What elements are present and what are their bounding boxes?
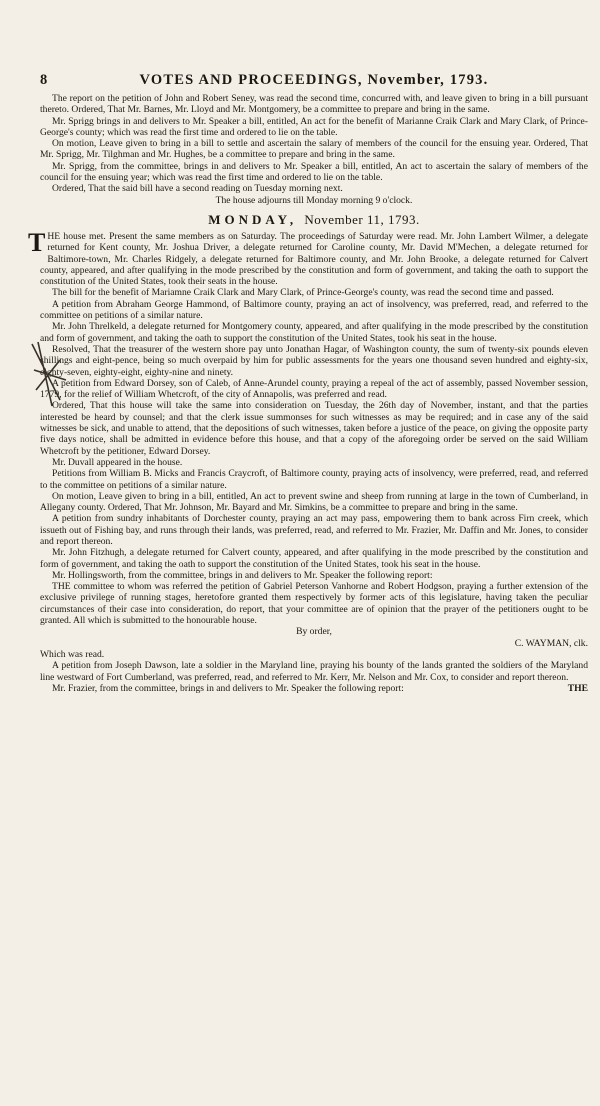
paragraph: A petition from Edward Dorsey, son of Caleb, of Anne-Arundel county, praying a repeal of the act of assembly, passed November session, 1779, for the relief of William Whetcroft, of the city of Annapolis, was preferred and read. — [40, 377, 588, 401]
paragraph: The bill for the benefit of Mariamne Craik Clark and Mary Clark, of Prince-George's county, was read the second time and passed. — [52, 287, 554, 299]
by-order-line: By order, — [296, 626, 332, 638]
running-head — [40, 72, 588, 89]
paragraph: A petition from sundry inhabitants of Dorchester county, praying an act may pass, empowering them to bank across Firn creek, which issueth out of Fishing bay, and runs through their lands, was preferred, read, and referred to Mr. Frazier, Mr. Daffin and Mr. Jones, to consider and report thereon. — [40, 513, 588, 547]
paragraph: The report on the petition of John and Robert Seney, was read the second time, concurred with, and leave given to bring in a bill pursuant thereto. Ordered, That Mr. Barnes, Mr. Lloyd and Mr. Montgomery, be a committee to prepare and bring in the same. — [40, 93, 588, 116]
clerk-signature: C. WAYMAN, clk. — [514, 637, 588, 649]
paragraph: Mr. Duvall appeared in the house. — [52, 456, 183, 468]
opening-text: HE house met. Present the same members as on Saturday. The proceedings of Saturday were read. Mr. John Lambert Wilmer, a delegate returned for Kent county, Mr. Joshua Driver, a delegate returned for Caroline county, Mr. David M'Mechen, a delegate returned for Baltimore-town, Mr. Charles Ridgely, a delegate returned for Baltimore county, and Mr. John Brooke, a delegate returned for Calvert county, appeared, and after qualifying in the mode prescribed by the constitution and form of government, and taking the oath to support the constitution of the United States, took their seats in the house. — [40, 230, 588, 288]
paragraph: On motion, Leave given to bring in a bill to settle and ascertain the salary of members of the council for the ensuing year. Ordered, That Mr. Sprigg, Mr. Tilghman and Mr. Hughes, be a committee to prepare and bring in the same. — [40, 138, 588, 161]
paragraph: Petitions from William B. Micks and Francis Craycroft, of Baltimore county, praying acts of insolvency, were preferred, read, and referred to the committee on petitions of a similar nature. — [40, 468, 588, 491]
day-date: November 11, 1793. — [304, 211, 420, 227]
body-text — [28, 93, 588, 695]
catchword: THE — [567, 683, 588, 695]
running-title: VOTES AND PROCEEDINGS, November, 1793. — [139, 72, 489, 88]
paragraph: Mr. John Threlkeld, a delegate returned for Montgomery county, appeared, and after qualifying in the mode prescribed by the constitution and form of government, and taking the oath to support the constitution of the United States, took his seat in the house. — [40, 321, 588, 344]
drop-cap: T — [28, 227, 46, 257]
committee-report: THE committee to whom was referred the petition of Gabriel Peterson Vanhorne and Robert Hodgson, praying a further extension of the exclusive privilege of running stages, heretofore granted them respectively by former acts of this legislature, having taken the peculiar circumstances of their case into consideration, do report, that your committee are of opinion that the prayer of the petitioners ought to be granted. All which is submitted to the honourable house. — [40, 581, 588, 627]
paragraph: Mr. John Fitzhugh, a delegate returned for Calvert county, appeared, and after qualifying in the mode prescribed by the constitution and form of government, and taking the oath to support the constitution of the United States, took his seat in the house. — [40, 547, 588, 570]
paragraph: Ordered, That this house will take the same into consideration on Tuesday, the 26th day of November, instant, and that the parties interested be heard by counsel; and that the clerk issue summonses for such witnesses as may be required; and in case any of the said witnesses be sick, and unable to attend, that the depositions of such witnesses, taken before a justice of the peace, on giving the opposite party five days notice, shall be admitted in evidence before this house, and that a copy of the aforegoing order be served on the said William Whetcroft by the petitioner, Edward Dorsey. — [40, 400, 588, 457]
paragraph: Ordered, That the said bill have a second reading on Tuesday morning next. — [52, 183, 343, 195]
paragraph: Mr. Hollingsworth, from the committee, brings in and delivers to Mr. Speaker the following report: — [52, 569, 433, 581]
day-name: MONDAY, — [208, 211, 298, 227]
paragraph: Which was read. — [40, 648, 105, 660]
opening-paragraph — [28, 227, 588, 288]
handwritten-margin-mark — [30, 340, 70, 410]
paragraph: Mr. Frazier, from the committee, brings in and delivers to Mr. Speaker the following report: — [52, 682, 404, 694]
adjournment-line: The house adjourns till Monday morning 9 o'clock. — [215, 194, 413, 206]
paragraph: On motion, Leave given to bring in a bill, entitled, An act to prevent swine and sheep from running at large in the town of Cumberland, in Allegany county. Ordered, That Mr. Johnson, Mr. Bayard and Mr. Simkins, be a committee to prepare and bring in the same. — [40, 490, 588, 514]
page-number: 8 — [40, 72, 49, 88]
paragraph: A petition from Joseph Dawson, late a soldier in the Maryland line, praying his bounty of the lands granted the soldiers of the Maryland line westward of Fort Cumberland, was preferred, read, and referred to Mr. Kerr, Mr. Nelson and Mr. Cox, to consider and report thereon. — [40, 660, 588, 683]
paragraph: Mr. Sprigg, from the committee, brings in and delivers to Mr. Speaker a bill, entitled, An act to ascertain the salary of members of the council for the ensuing year; which was read the first time and ordered to lie on the table. — [40, 160, 588, 184]
day-heading — [40, 212, 588, 228]
paragraph: Mr. Sprigg brings in and delivers to Mr. Speaker a bill, entitled, An act for the benefit of Marianne Craik Clark and Mary Clark, of Prince-George's county; which was read the first time and ordered to lie on the table. — [40, 115, 588, 138]
paragraph: A petition from Abraham George Hammond, of Baltimore county, praying an act of insolvency, was preferred, read, and referred to the committee on petitions of a similar nature. — [40, 298, 588, 322]
paragraph: Resolved, That the treasurer of the western shore pay unto Jonathan Hagar, of Washington county, the sum of twenty-six pounds eleven shillings and eight-pence, being so much overpaid by him for public assessments for the years one thousand seven hundred and eighty-six, eighty-seven, eighty-eight, eighty-nine and ninety. — [40, 343, 588, 378]
